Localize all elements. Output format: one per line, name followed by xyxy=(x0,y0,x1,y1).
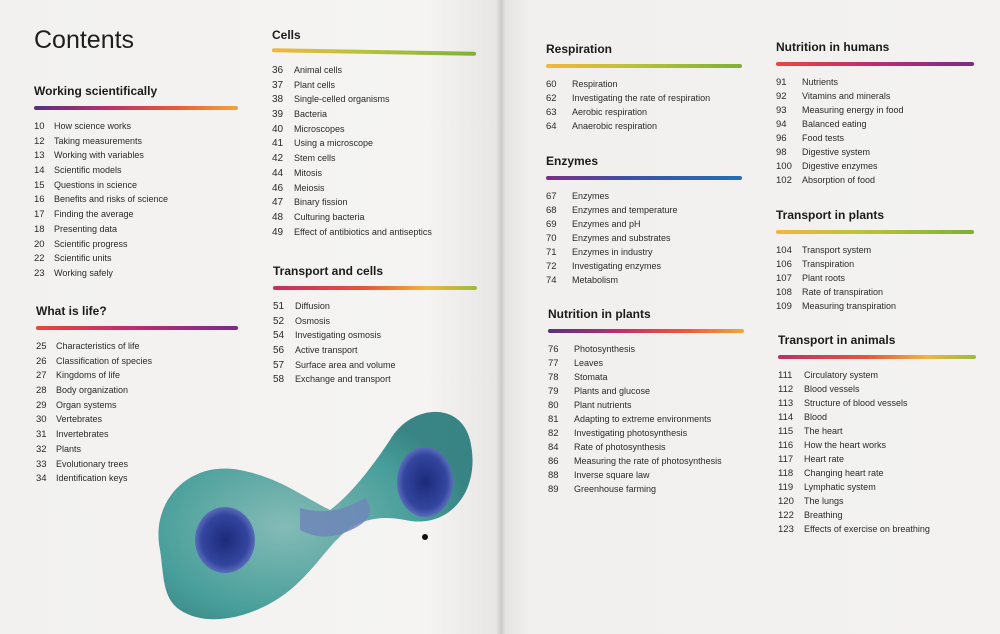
entry-title: Balanced eating xyxy=(802,119,867,129)
page-number: 78 xyxy=(548,372,559,383)
entry-title: Scientific units xyxy=(54,253,112,264)
page-number: 96 xyxy=(776,133,787,144)
page-number: 14 xyxy=(34,165,45,177)
toc-entry xyxy=(778,480,976,494)
entry-title: How the heart works xyxy=(804,440,887,450)
toc-entry xyxy=(272,122,476,137)
toc-entry xyxy=(776,257,974,271)
entry-title: Meiosis xyxy=(294,182,325,193)
entry-title: Bacteria xyxy=(294,109,328,120)
entry-title: Measuring transpiration xyxy=(802,301,897,311)
section-divider xyxy=(546,64,742,68)
entry-title: Plant roots xyxy=(802,273,846,283)
page-number: 100 xyxy=(776,161,792,172)
entry-title: Plant cells xyxy=(294,79,336,90)
page-number: 26 xyxy=(36,355,47,367)
toc-entry xyxy=(272,195,476,210)
page-number: 115 xyxy=(778,426,794,437)
entry-title: Presenting data xyxy=(54,223,118,234)
page-number: 20 xyxy=(34,238,45,250)
page-number: 69 xyxy=(546,219,557,230)
page-number: 68 xyxy=(546,205,557,216)
entry-title: Stomata xyxy=(574,372,608,382)
page-number: 64 xyxy=(546,121,557,132)
toc-entry xyxy=(273,299,477,314)
page-number: 52 xyxy=(273,315,285,327)
entry-title: Absorption of food xyxy=(802,175,876,185)
page-number: 89 xyxy=(548,484,559,495)
toc-entry xyxy=(546,259,742,273)
entry-title: Measuring energy in food xyxy=(802,105,904,115)
page-number: 62 xyxy=(546,93,557,104)
section-transport-in-animals xyxy=(778,333,976,536)
entry-title: Diffusion xyxy=(295,301,330,311)
toc-entry xyxy=(548,482,744,496)
entry-title: Photosynthesis xyxy=(574,344,636,354)
toc-entry xyxy=(548,440,744,454)
entry-title: Rate of transpiration xyxy=(802,287,884,297)
section-transport-in-plants xyxy=(776,208,974,313)
toc-entry xyxy=(546,203,742,217)
page-number: 23 xyxy=(34,267,45,279)
toc-entry xyxy=(776,89,974,103)
toc-entry xyxy=(546,231,742,245)
page-number: 86 xyxy=(548,456,559,467)
page-number: 117 xyxy=(778,454,794,465)
section-divider xyxy=(548,329,744,333)
toc-entry xyxy=(778,424,976,438)
toc-entry xyxy=(778,368,976,382)
toc-entry xyxy=(776,145,974,159)
toc-entry xyxy=(778,508,976,522)
entry-title: Investigating the rate of respiration xyxy=(572,93,711,103)
book-gutter xyxy=(496,0,506,634)
toc-entry xyxy=(776,173,974,187)
entry-title: Leaves xyxy=(574,358,604,368)
toc-entry xyxy=(546,189,742,203)
toc-entry xyxy=(776,271,974,285)
toc-entry xyxy=(34,237,238,252)
toc-entry xyxy=(34,207,238,222)
entry-title: Characteristics of life xyxy=(56,341,140,351)
toc-entry xyxy=(36,368,238,383)
page-number: 114 xyxy=(778,412,794,423)
entry-title: Rate of photosynthesis xyxy=(574,442,666,452)
toc-entry xyxy=(546,77,742,91)
toc-entry xyxy=(273,372,477,387)
toc-entry xyxy=(34,134,238,149)
entry-title: Lymphatic system xyxy=(804,482,876,492)
page-number: 56 xyxy=(273,345,285,357)
entry-title: Osmosis xyxy=(295,315,331,326)
page-number: 40 xyxy=(272,123,284,135)
section-heading: Enzymes xyxy=(546,154,599,168)
toc-entry xyxy=(272,136,476,151)
page-number: 12 xyxy=(34,135,45,147)
page-number: 60 xyxy=(546,79,557,90)
toc-entry xyxy=(778,410,976,424)
page-number: 31 xyxy=(36,429,47,441)
toc-entry xyxy=(273,343,477,358)
toc-entry xyxy=(34,251,238,266)
entry-title: Plant nutrients xyxy=(574,400,632,410)
entry-title: Respiration xyxy=(572,79,618,89)
toc-entry xyxy=(778,438,976,452)
page-number: 82 xyxy=(548,428,559,439)
toc-list xyxy=(273,299,477,387)
page-number: 77 xyxy=(548,358,559,369)
toc-list xyxy=(34,119,238,281)
page-number: 32 xyxy=(36,443,47,455)
page-number: 93 xyxy=(776,105,787,116)
section-heading: Respiration xyxy=(546,42,613,56)
page-number: 42 xyxy=(272,153,284,165)
entry-title: Circulatory system xyxy=(804,370,879,380)
page-number: 123 xyxy=(778,524,794,535)
toc-entry xyxy=(548,356,744,370)
section-divider xyxy=(273,286,477,290)
entry-title: Scientific progress xyxy=(54,238,128,249)
toc-entry xyxy=(272,92,476,107)
toc-entry xyxy=(34,178,238,193)
entry-title: Metabolism xyxy=(572,275,619,285)
toc-list xyxy=(272,63,476,239)
page-number: 10 xyxy=(34,121,45,132)
page-number: 58 xyxy=(273,374,285,386)
page-number: 36 xyxy=(272,65,284,76)
entry-title: Evolutionary trees xyxy=(56,458,129,469)
entry-title: Organ systems xyxy=(56,399,117,410)
page-number: 76 xyxy=(548,344,559,355)
toc-entry xyxy=(272,151,476,166)
entry-title: Inverse square law xyxy=(574,470,650,480)
entry-title: Invertebrates xyxy=(56,429,109,440)
section-transport-and-cells xyxy=(273,264,477,387)
entry-title: Structure of blood vessels xyxy=(804,398,908,408)
entry-title: Effect of antibiotics and antiseptics xyxy=(294,226,432,237)
section-heading: Working scientifically xyxy=(34,84,158,98)
page-number: 84 xyxy=(548,442,559,453)
toc-entry xyxy=(778,466,976,480)
toc-entry xyxy=(34,119,238,134)
page-number: 118 xyxy=(778,468,794,479)
entry-title: Enzymes and temperature xyxy=(572,205,678,215)
entry-title: The heart xyxy=(804,426,843,436)
entry-title: Blood xyxy=(804,412,828,422)
toc-entry xyxy=(776,285,974,299)
entry-title: Plants xyxy=(56,443,82,454)
page-number: 47 xyxy=(272,197,284,209)
entry-title: Adapting to extreme environments xyxy=(574,414,712,424)
toc-entry xyxy=(548,426,744,440)
page-number: 38 xyxy=(272,94,284,106)
entry-title: Finding the average xyxy=(54,209,134,220)
section-heading: Transport in animals xyxy=(778,333,896,347)
entry-title: Vitamins and minerals xyxy=(802,91,891,101)
page-number: 25 xyxy=(36,341,47,352)
entry-title: The lungs xyxy=(804,496,844,506)
toc-entry xyxy=(548,398,744,412)
entry-title: Transport system xyxy=(802,245,872,255)
page-number: 111 xyxy=(778,370,793,381)
section-divider xyxy=(34,106,238,110)
page-number: 30 xyxy=(36,414,47,426)
page-number: 79 xyxy=(548,386,559,397)
page-number: 122 xyxy=(778,510,794,521)
toc-entry xyxy=(273,328,477,343)
toc-entry xyxy=(546,245,742,259)
section-divider xyxy=(778,355,976,359)
toc-entry xyxy=(272,225,476,240)
entry-title: Single-celled organisms xyxy=(294,94,390,105)
entry-title: Plants and glucose xyxy=(574,386,651,396)
toc-entry xyxy=(273,358,477,373)
toc-entry xyxy=(272,166,476,181)
entry-title: Animal cells xyxy=(294,65,343,75)
toc-entry xyxy=(548,384,744,398)
page-number: 17 xyxy=(34,209,45,221)
section-nutrition-in-plants xyxy=(548,307,744,496)
toc-entry xyxy=(34,192,238,207)
toc-entry xyxy=(778,522,976,536)
toc-entry xyxy=(776,243,974,257)
entry-title: Digestive system xyxy=(802,147,871,157)
toc-entry xyxy=(546,217,742,231)
page-number: 116 xyxy=(778,440,794,451)
page-number: 120 xyxy=(778,496,794,507)
entry-title: Effects of exercise on breathing xyxy=(804,524,930,534)
entry-title: Using a microscope xyxy=(294,138,374,149)
section-nutrition-in-humans xyxy=(776,40,974,187)
toc-entry xyxy=(272,63,476,78)
toc-entry xyxy=(546,105,742,119)
entry-title: Changing heart rate xyxy=(804,468,884,478)
toc-list xyxy=(548,342,744,496)
section-heading: Transport and cells xyxy=(273,264,384,278)
toc-entry xyxy=(36,339,238,354)
entry-title: Greenhouse farming xyxy=(574,484,657,494)
entry-title: Investigating enzymes xyxy=(572,261,662,271)
entry-title: Microscopes xyxy=(294,123,345,134)
page-number: 81 xyxy=(548,414,559,425)
page-number: 39 xyxy=(272,109,284,121)
page-number: 113 xyxy=(778,398,794,409)
entry-title: Identification keys xyxy=(56,473,128,484)
page-number: 18 xyxy=(34,223,45,235)
toc-entry xyxy=(273,314,477,329)
page-number: 108 xyxy=(776,287,792,298)
page-number: 80 xyxy=(548,400,559,411)
page-number: 88 xyxy=(548,470,559,481)
page-number: 57 xyxy=(273,359,285,371)
entry-title: Food tests xyxy=(802,133,845,143)
toc-entry xyxy=(548,468,744,482)
page-number: 98 xyxy=(776,147,787,158)
toc-entry xyxy=(272,181,476,196)
page-number: 67 xyxy=(546,191,557,202)
page-number: 106 xyxy=(776,259,792,270)
page-number: 27 xyxy=(36,370,47,382)
page-number: 109 xyxy=(776,301,792,312)
entry-title: Surface area and volume xyxy=(295,359,396,370)
toc-entry xyxy=(272,210,476,225)
page-number: 92 xyxy=(776,91,787,102)
page-number: 112 xyxy=(778,384,794,395)
page-number: 51 xyxy=(273,301,285,312)
section-divider xyxy=(776,230,974,234)
section-cells xyxy=(272,28,476,239)
page-number: 15 xyxy=(34,179,45,191)
entry-title: Investigating photosynthesis xyxy=(574,428,688,438)
toc-entry xyxy=(548,370,744,384)
page-number: 54 xyxy=(273,330,285,342)
page-number: 16 xyxy=(34,194,45,206)
toc-list xyxy=(778,368,976,536)
toc-entry xyxy=(776,299,974,313)
toc-entry xyxy=(272,107,476,122)
toc-list xyxy=(776,243,974,313)
page-number: 94 xyxy=(776,119,787,130)
entry-title: Scientific models xyxy=(54,165,122,176)
page-number: 74 xyxy=(546,275,557,286)
toc-entry xyxy=(776,117,974,131)
entry-title: Benefits and risks of science xyxy=(54,194,169,205)
toc-entry xyxy=(778,382,976,396)
entry-title: Enzymes xyxy=(572,191,610,201)
section-working-scientifically xyxy=(34,84,238,281)
toc-entry xyxy=(272,78,476,93)
toc-entry xyxy=(548,412,744,426)
toc-entry xyxy=(778,494,976,508)
toc-list xyxy=(546,189,742,287)
entry-title: Heart rate xyxy=(804,454,845,464)
page-number: 37 xyxy=(272,79,284,91)
section-divider xyxy=(36,326,238,330)
page-number: 46 xyxy=(272,182,284,194)
entry-title: Exchange and transport xyxy=(295,374,391,385)
section-heading: Transport in plants xyxy=(776,208,885,222)
toc-entry xyxy=(776,159,974,173)
entry-title: Stem cells xyxy=(294,153,336,164)
entry-title: Digestive enzymes xyxy=(802,161,878,171)
page-number: 72 xyxy=(546,261,557,272)
entry-title: Questions in science xyxy=(54,179,138,190)
page-number: 71 xyxy=(546,247,557,258)
entry-title: Active transport xyxy=(295,345,358,356)
entry-title: Measuring the rate of photosynthesis xyxy=(574,456,722,466)
page-number: 91 xyxy=(776,77,787,88)
page-number: 22 xyxy=(34,253,45,265)
toc-list xyxy=(776,75,974,187)
toc-entry xyxy=(36,354,238,369)
page-number: 44 xyxy=(272,167,284,179)
toc-list xyxy=(546,77,742,133)
section-respiration xyxy=(546,42,742,133)
toc-entry xyxy=(776,75,974,89)
toc-entry xyxy=(34,266,238,281)
entry-title: Breathing xyxy=(804,510,843,520)
section-heading: What is life? xyxy=(36,304,107,318)
dividing-cell-illustration xyxy=(150,400,480,630)
entry-title: Kingdoms of life xyxy=(56,370,121,381)
entry-title: Binary fission xyxy=(294,197,348,208)
toc-entry xyxy=(546,273,742,287)
page-number: 13 xyxy=(34,150,45,162)
toc-entry xyxy=(778,452,976,466)
section-divider xyxy=(776,62,974,66)
toc-entry xyxy=(548,454,744,468)
toc-entry xyxy=(778,396,976,410)
entry-title: Transpiration xyxy=(802,259,855,269)
entry-title: Working with variables xyxy=(54,150,144,161)
section-heading: Cells xyxy=(272,28,301,42)
entry-title: Blood vessels xyxy=(804,384,860,394)
toc-entry xyxy=(34,163,238,178)
page-number: 102 xyxy=(776,175,792,186)
toc-entry xyxy=(776,131,974,145)
section-enzymes xyxy=(546,154,742,287)
entry-title: Enzymes and pH xyxy=(572,219,641,229)
page-number: 70 xyxy=(546,233,557,244)
page-number: 48 xyxy=(272,211,284,223)
entry-title: Classification of species xyxy=(56,355,153,366)
page-number: 104 xyxy=(776,245,792,256)
page-number: 33 xyxy=(36,458,47,470)
toc-entry xyxy=(546,91,742,105)
toc-entry xyxy=(34,148,238,163)
section-heading: Nutrition in humans xyxy=(776,40,890,54)
toc-entry xyxy=(776,103,974,117)
entry-title: Nutrients xyxy=(802,77,839,87)
entry-title: Working safely xyxy=(54,267,113,278)
page-title: Contents xyxy=(34,26,135,54)
toc-entry xyxy=(34,222,238,237)
entry-title: Taking measurements xyxy=(54,135,143,146)
page-number: 41 xyxy=(272,138,284,150)
section-heading: Nutrition in plants xyxy=(548,307,651,321)
entry-title: Body organization xyxy=(56,385,129,396)
entry-title: Aerobic respiration xyxy=(572,107,648,117)
entry-title: Anaerobic respiration xyxy=(572,121,658,131)
page-number: 63 xyxy=(546,107,557,118)
page-number: 28 xyxy=(36,385,47,397)
section-divider xyxy=(546,176,742,180)
page-number: 107 xyxy=(776,273,792,284)
page-number: 49 xyxy=(272,226,284,238)
entry-title: Culturing bacteria xyxy=(294,211,365,222)
toc-entry xyxy=(548,342,744,356)
entry-title: Mitosis xyxy=(294,167,323,178)
page-number: 29 xyxy=(36,399,47,411)
page-number: 119 xyxy=(778,482,794,493)
entry-title: Enzymes in industry xyxy=(572,247,653,257)
entry-title: Enzymes and substrates xyxy=(572,233,671,243)
entry-title: Investigating osmosis xyxy=(295,330,382,341)
entry-title: How science works xyxy=(54,121,132,131)
toc-entry xyxy=(546,119,742,133)
entry-title: Vertebrates xyxy=(56,414,103,425)
section-divider xyxy=(272,48,476,56)
page-number: 34 xyxy=(36,473,47,485)
toc-entry xyxy=(36,383,238,398)
